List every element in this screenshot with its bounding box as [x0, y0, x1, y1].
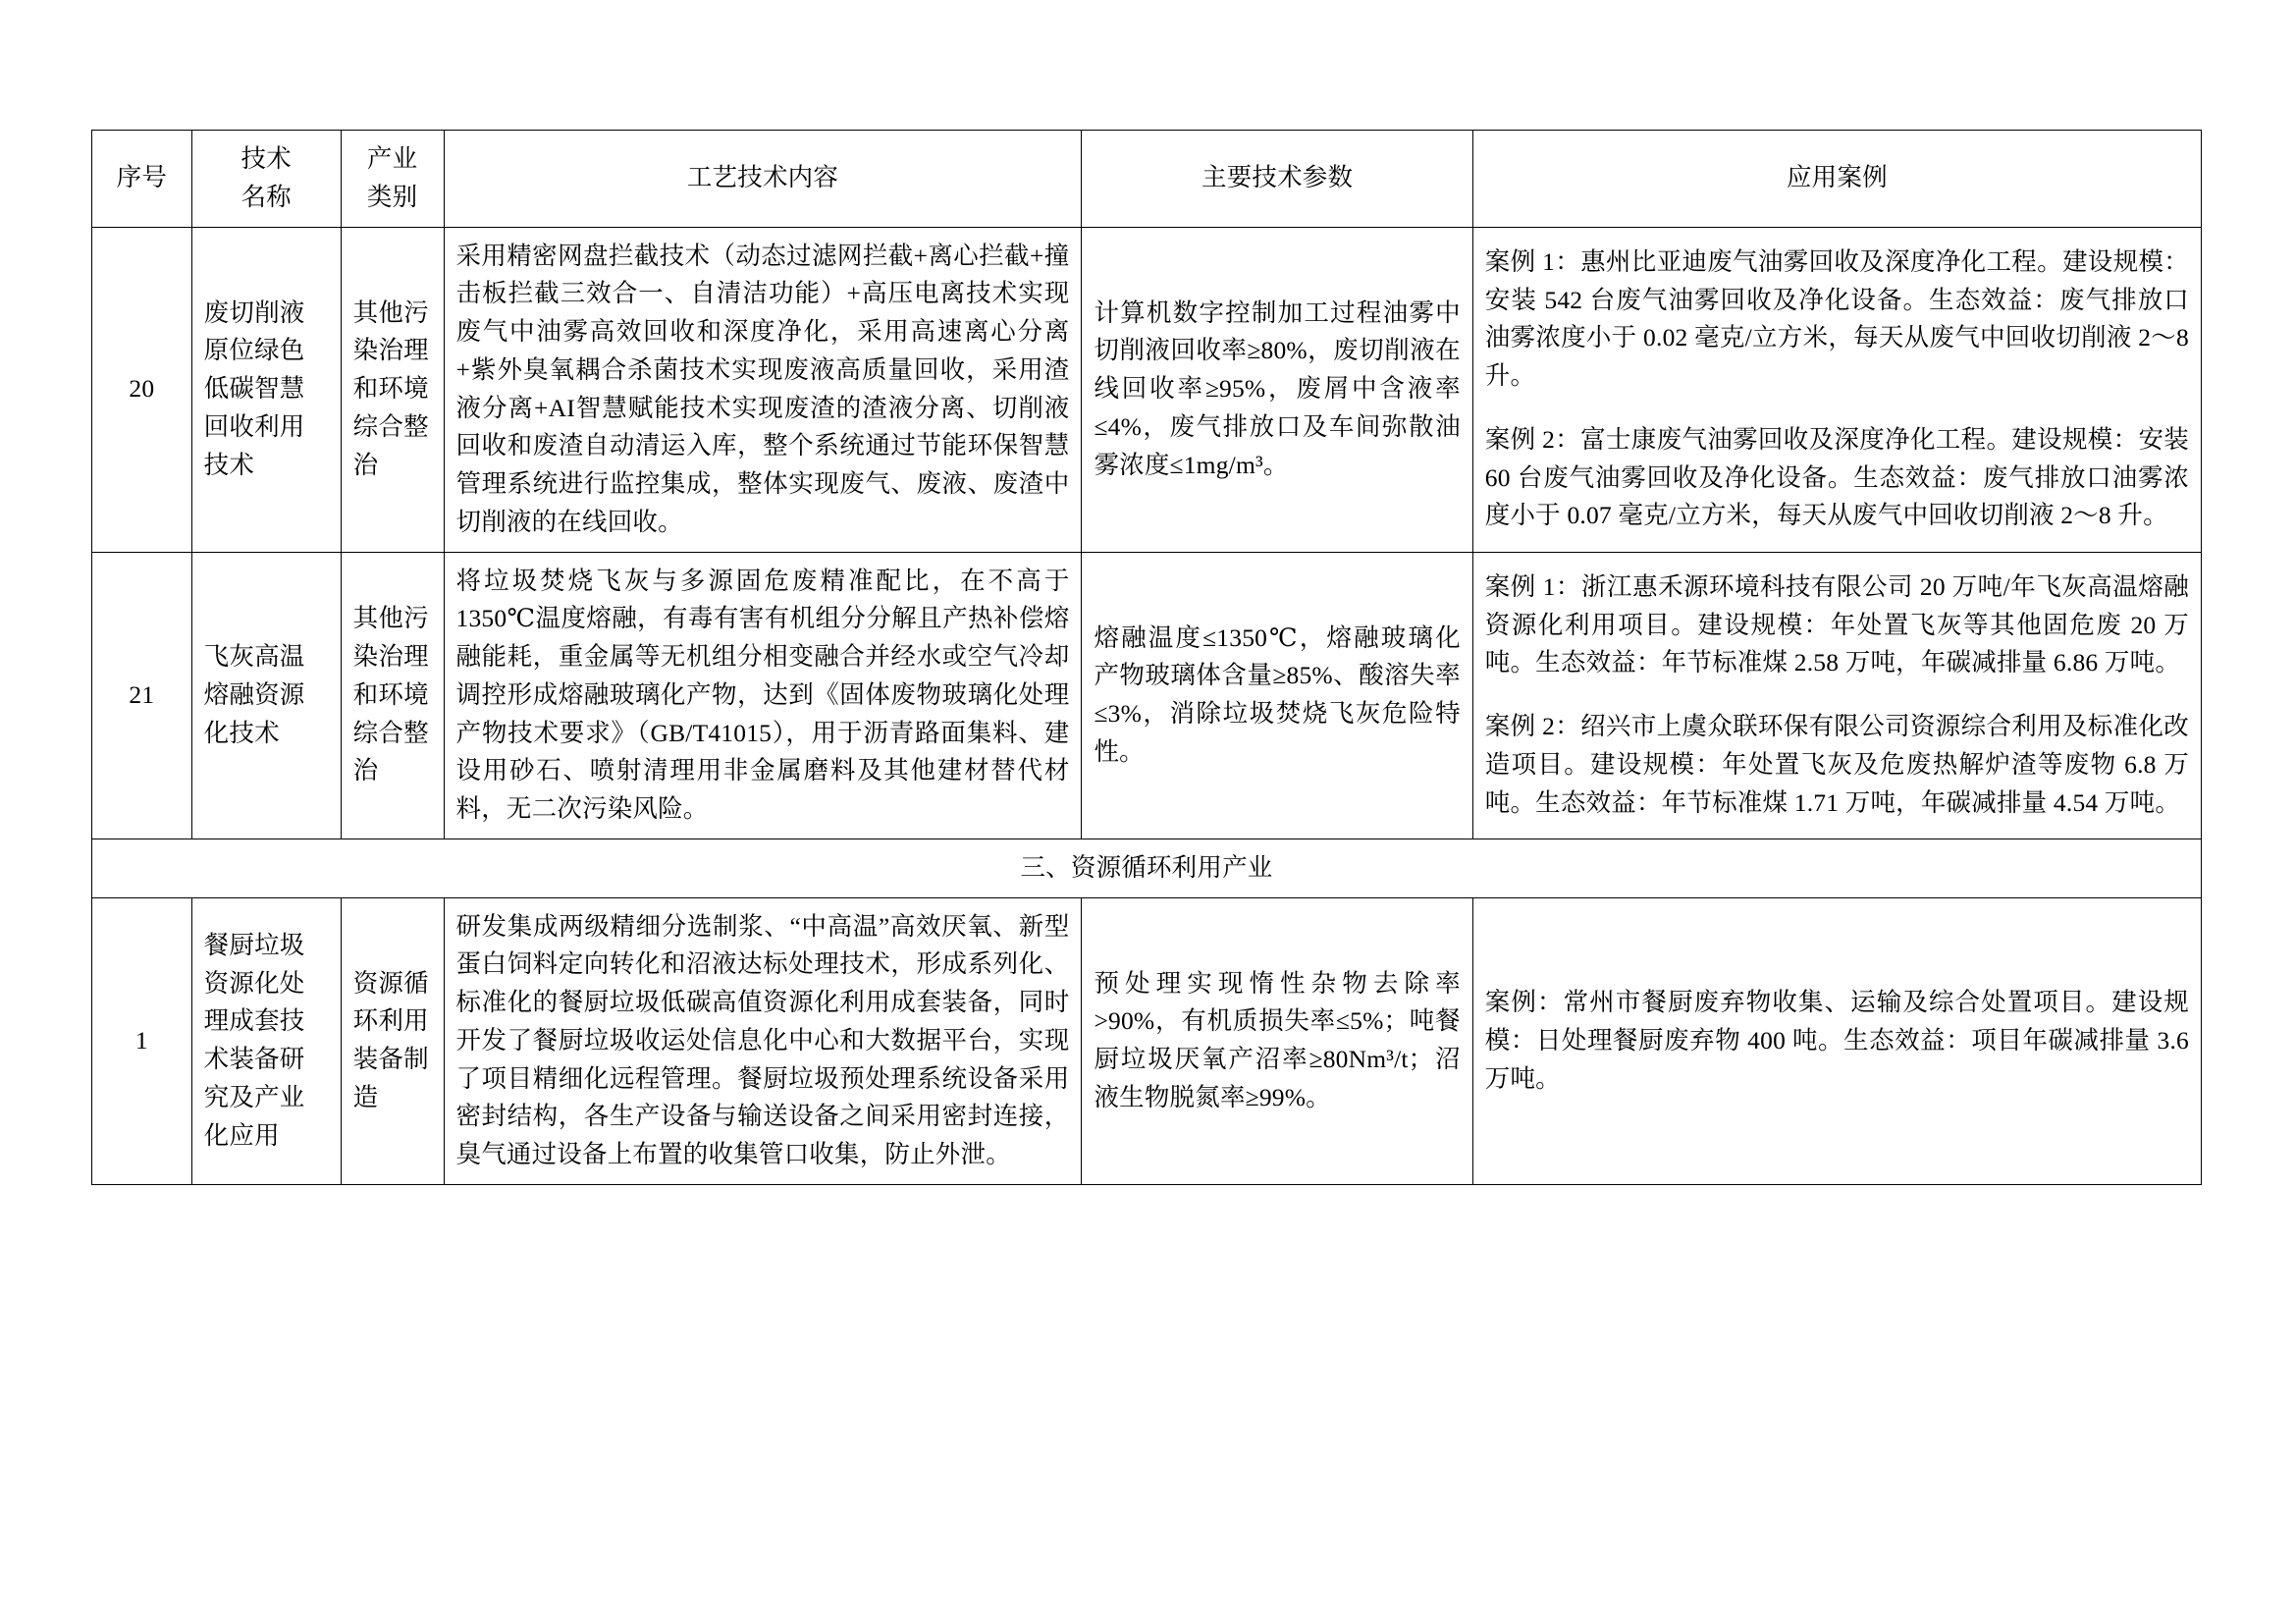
row-sequence-number: 21 [92, 552, 192, 839]
row-industry-category: 其他污染治理和环境综合整治 [341, 227, 444, 552]
row-main-parameters: 熔融温度≤1350℃，熔融玻璃化产物玻璃体含量≥85%、酸溶失率≤3%，消除垃圾焚烧飞灰危险特性。 [1082, 552, 1472, 839]
table-body [92, 227, 2202, 1184]
column-header-tech-name-line1: 技术 [240, 144, 292, 173]
table-row [92, 552, 2202, 839]
column-header-tech-name-line2: 名称 [240, 182, 292, 211]
column-header-industry-category-line2: 类别 [366, 182, 418, 211]
table-header-row [92, 131, 2202, 228]
case-paragraph: 案例 2：富士康废气油雾回收及深度净化工程。建设规模：安装 60 台废气油雾回收及净化设备。生态效益：废气排放口油雾浓度小于 0.07 毫克/立方米，每天从废气中回收切削液 2～8 升。 [1484, 424, 2189, 530]
case-paragraph: 案例 1：惠州比亚迪废气油雾回收及深度净化工程。建设规模：安装 542 台废气油雾回收及净化设备。生态效益：废气排放口油雾浓度小于 0.02 毫克/立方米，每天从废气中回收切削液 2～8 升。 [1484, 246, 2189, 391]
case-paragraph: 案例 2：绍兴市上虞众联环保有限公司资源综合利用及标准化改造项目。建设规模：年处置飞灰及危废热解炉渣等废物 6.8 万吨。生态效益：年节标准煤 1.71 万吨，年碳减排量 4.54 万吨。 [1484, 712, 2189, 817]
case-paragraph: 案例 1：浙江惠禾源环境科技有限公司 20 万吨/年飞灰高温熔融资源化利用项目。建设规模：年处置飞灰等其他固危废 20 万吨。生态效益：年节标准煤 2.58 万吨，年碳减排量 6.86 万吨。 [1484, 571, 2189, 677]
table-header [92, 131, 2202, 228]
row-sequence-number: 20 [92, 227, 192, 552]
column-header-main-parameters: 主要技术参数 [1082, 131, 1472, 228]
row-industry-category: 资源循环利用装备制造 [341, 897, 444, 1184]
column-header-tech-name [191, 131, 341, 228]
row-sequence-number: 1 [92, 897, 192, 1184]
column-header-application-cases: 应用案例 [1472, 131, 2201, 228]
row-application-cases [1472, 227, 2201, 552]
row-technology-name: 飞灰高温熔融资源化技术 [191, 552, 341, 839]
row-industry-category: 其他污染治理和环境综合整治 [341, 552, 444, 839]
row-main-parameters: 计算机数字控制加工过程油雾中切削液回收率≥80%，废切削液在线回收率≥95%，废屑中含液率≤4%，废气排放口及车间弥散油雾浓度≤1mg/m³。 [1082, 227, 1472, 552]
column-header-industry-category [341, 131, 444, 228]
table-row [92, 897, 2202, 1184]
table-row [92, 227, 2202, 552]
case-paragraph: 案例：常州市餐厨废弃物收集、运输及综合处置项目。建设规模：日处理餐厨废弃物 400 吨。生态效益：项目年碳减排量 3.6 万吨。 [1484, 988, 2189, 1093]
section-heading: 三、资源循环利用产业 [92, 839, 2202, 897]
column-header-industry-category-line1: 产业 [366, 144, 418, 173]
row-process-content: 采用精密网盘拦截技术（动态过滤网拦截+离心拦截+撞击板拦截三效合一、自清洁功能）+高压电离技术实现废气中油雾高效回收和深度净化，采用高速离心分离+紫外臭氧耦合杀菌技术实现废液高质量回收，采用渣液分离+AI智慧赋能技术实现废渣的渣液分离、切削液回收和废渣自动清运入库，整个系统通过节能环保智慧管理系统进行监控集成，整体实现废气、废液、废渣中切削液的在线回收。 [444, 227, 1082, 552]
technology-catalog-table [91, 130, 2202, 1185]
row-process-content: 研发集成两级精细分选制浆、“中高温”高效厌氧、新型蛋白饲料定向转化和沼液达标处理技术，形成系列化、标准化的餐厨垃圾低碳高值资源化利用成套装备，同时开发了餐厨垃圾收运处信息化中心和大数据平台，实现了项目精细化远程管理。餐厨垃圾预处理系统设备采用密封结构，各生产设备与输送设备之间采用密封连接，臭气通过设备上布置的收集管口收集，防止外泄。 [444, 897, 1082, 1184]
row-technology-name: 废切削液原位绿色低碳智慧回收利用技术 [191, 227, 341, 552]
row-process-content: 将垃圾焚烧飞灰与多源固危废精准配比，在不高于 1350℃温度熔融，有毒有害有机组分分解且产热补偿熔融能耗，重金属等无机组分相变融合并经水或空气冷却调控形成熔融玻璃化产物，达到《固体废物玻璃化处理产物技术要求》（GB/T41015），用于沥青路面集料、建设用砂石、喷射清理用非金属磨料及其他建材替代材料，无二次污染风险。 [444, 552, 1082, 839]
column-header-process-content: 工艺技术内容 [444, 131, 1082, 228]
row-technology-name: 餐厨垃圾资源化处理成套技术装备研究及产业化应用 [191, 897, 341, 1184]
row-main-parameters: 预处理实现惰性杂物去除率>90%，有机质损失率≤5%；吨餐厨垃圾厌氧产沼率≥80Nm³/t；沼液生物脱氮率≥99%。 [1082, 897, 1472, 1184]
section-heading-row [92, 839, 2202, 897]
column-header-seq: 序号 [92, 131, 192, 228]
row-application-cases [1472, 897, 2201, 1184]
row-application-cases [1472, 552, 2201, 839]
